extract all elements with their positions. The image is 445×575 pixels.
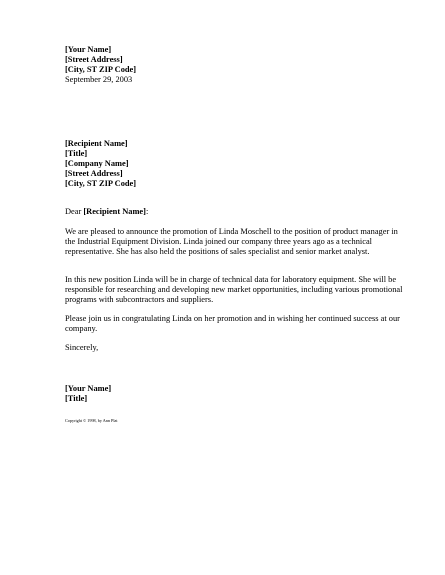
body-paragraph-1: We are pleased to announce the promotion of Linda Moschell to the position of product manager in the Industrial Equipment Division. Linda joined our company three years ago as a technical representative. She has also held the positions of sales specialist and senior market analyst. (65, 227, 398, 256)
salutation-prefix: Dear (65, 207, 84, 216)
sender-name: [Your Name] (65, 45, 112, 54)
recipient-city-state-zip: [City, ST ZIP Code] (65, 179, 137, 188)
signature-name: [Your Name] (65, 384, 112, 393)
salutation-suffix: : (145, 207, 149, 216)
salutation (65, 207, 425, 217)
recipient-name: [Recipient Name] (65, 139, 128, 148)
body-paragraph-2: In this new position Linda will be in charge of technical data for laboratory equipment. She will be responsible for researching and developing new market opportunities, including various promotional programs with subcontractors and suppliers. (65, 275, 403, 304)
letter-date: September 29, 2003 (65, 75, 133, 84)
salutation-recipient-name: [Recipient Name] (83, 207, 146, 216)
recipient-company: [Company Name] (65, 159, 129, 168)
signature-title: [Title] (65, 394, 88, 403)
sender-address-block (65, 45, 425, 85)
recipient-title: [Title] (65, 149, 88, 158)
copyright-notice: Copyright © 1998, by Ann Plat (65, 418, 118, 423)
recipient-address-block (65, 139, 425, 189)
signature-block (65, 384, 425, 404)
sender-city-state-zip: [City, ST ZIP Code] (65, 65, 137, 74)
body-paragraph-3: Please join us in congratulating Linda on her promotion and in wishing her continued success at our company. (65, 314, 400, 333)
sender-street-address: [Street Address] (65, 55, 123, 64)
recipient-street-address: [Street Address] (65, 169, 123, 178)
closing: Sincerely, (65, 343, 99, 352)
